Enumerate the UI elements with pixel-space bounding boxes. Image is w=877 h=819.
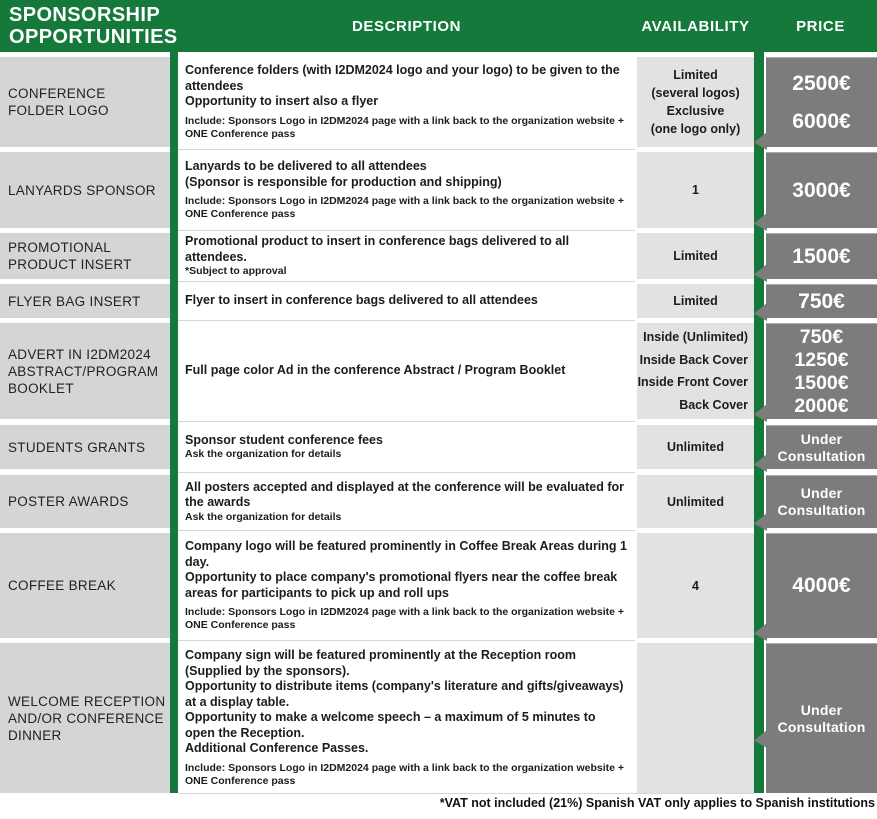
opportunity-title: PROMOTIONAL PRODUCT INSERT bbox=[0, 233, 170, 279]
opportunity-title: LANYARDS SPONSOR bbox=[0, 152, 170, 228]
opportunity-price: 750€ bbox=[766, 284, 877, 318]
table-row bbox=[0, 323, 877, 419]
opportunity-description: Lanyards to be delivered to all attendees (Sponsor is responsible for production and shipping) Include: Sponsors Logo in I2DM2024 page with a link back to the organization website + ONE Conference pass bbox=[178, 152, 635, 228]
opportunity-description: Conference folders (with I2DM2024 logo and your logo) to be given to the attendees Opportunity to insert also a flyer Include: Sponsors Logo in I2DM2024 page with a link back to the organization website + ONE Conference pass bbox=[178, 57, 635, 147]
row-separator bbox=[178, 320, 635, 321]
column-header-availability: AVAILABILITY bbox=[641, 17, 750, 35]
table-header bbox=[0, 0, 877, 52]
opportunity-availability: Inside (Unlimited) Inside Back Cover Inside Front Cover Back Cover bbox=[637, 323, 754, 419]
table-row bbox=[0, 475, 877, 528]
opportunity-title: FLYER BAG INSERT bbox=[0, 284, 170, 318]
opportunity-title: WELCOME RECEPTION AND/OR CONFERENCE DINNER bbox=[0, 643, 170, 793]
vat-disclaimer: *VAT not included (21%) Spanish VAT only applies to Spanish institutions bbox=[439, 796, 875, 810]
opportunity-availability: Limited (several logos) Exclusive (one logo only) bbox=[637, 57, 754, 147]
opportunity-description: Promotional product to insert in conference bags delivered to all attendees. *Subject to approval bbox=[178, 233, 635, 279]
opportunity-price: 3000€ bbox=[766, 152, 877, 228]
opportunity-price: Under Consultation bbox=[766, 643, 877, 793]
row-separator bbox=[178, 472, 635, 473]
opportunity-description: Flyer to insert in conference bags delivered to all attendees bbox=[178, 284, 635, 318]
opportunity-title: ADVERT IN I2DM2024 ABSTRACT/PROGRAM BOOKLET bbox=[0, 323, 170, 419]
opportunity-description: Sponsor student conference fees Ask the organization for details bbox=[178, 425, 635, 469]
opportunity-description: Company logo will be featured prominently in Coffee Break Areas during 1 day. Opportunity to place company's promotional flyers near the coffee break areas for participants to pick up and roll ups Include: Sponsors Logo in I2DM2024 page with a link back to the organization website + ONE Conference pass bbox=[178, 533, 635, 638]
opportunity-price: 4000€ bbox=[766, 533, 877, 638]
opportunity-price: 750€ 1250€ 1500€ 2000€ bbox=[766, 323, 877, 419]
opportunity-availability: 1 bbox=[637, 152, 754, 228]
table-row bbox=[0, 425, 877, 469]
page-title: SPONSORSHIP OPPORTUNITIES bbox=[9, 4, 178, 48]
opportunity-availability: Limited bbox=[637, 284, 754, 318]
opportunity-availability: Unlimited bbox=[637, 475, 754, 528]
opportunity-price: Under Consultation bbox=[766, 425, 877, 469]
row-separator bbox=[178, 640, 635, 641]
opportunity-availability: Limited bbox=[637, 233, 754, 279]
row-separator bbox=[178, 281, 635, 282]
table-row bbox=[0, 643, 877, 793]
opportunity-title: CONFERENCE FOLDER LOGO bbox=[0, 57, 170, 147]
table-row bbox=[0, 284, 877, 318]
table-row bbox=[0, 233, 877, 279]
opportunity-price: 1500€ bbox=[766, 233, 877, 279]
opportunity-title: COFFEE BREAK bbox=[0, 533, 170, 638]
opportunity-availability: Unlimited bbox=[637, 425, 754, 469]
row-separator bbox=[178, 230, 635, 231]
opportunity-price: Under Consultation bbox=[766, 475, 877, 528]
opportunity-description: All posters accepted and displayed at the conference will be evaluated for the awards Ask the organization for details bbox=[178, 475, 635, 528]
opportunity-description: Full page color Ad in the conference Abstract / Program Booklet bbox=[178, 323, 635, 419]
column-header-description: DESCRIPTION bbox=[351, 17, 462, 35]
table-row bbox=[0, 533, 877, 638]
row-separator bbox=[178, 421, 635, 422]
table-row bbox=[0, 152, 877, 228]
opportunity-title: STUDENTS GRANTS bbox=[0, 425, 170, 469]
opportunity-description: Company sign will be featured prominently at the Reception room (Supplied by the sponsors). Opportunity to distribute items (company's literature and gifts/giveaways) at a display table. Opportunity to make a welcome speech – a maximum of 5 minutes to open the Reception. Additional Conference Passes. Include: Sponsors Logo in I2DM2024 page with a link back to the organization website + ONE Conference pass bbox=[178, 643, 635, 793]
opportunity-availability: 4 bbox=[637, 533, 754, 638]
opportunity-title: POSTER AWARDS bbox=[0, 475, 170, 528]
table-row bbox=[0, 57, 877, 147]
opportunity-price: 2500€ 6000€ bbox=[766, 57, 877, 147]
table-bottom-border bbox=[178, 793, 754, 794]
column-header-price: PRICE bbox=[796, 17, 845, 35]
row-separator bbox=[178, 530, 635, 531]
row-separator bbox=[178, 149, 635, 150]
opportunity-availability bbox=[637, 643, 754, 793]
